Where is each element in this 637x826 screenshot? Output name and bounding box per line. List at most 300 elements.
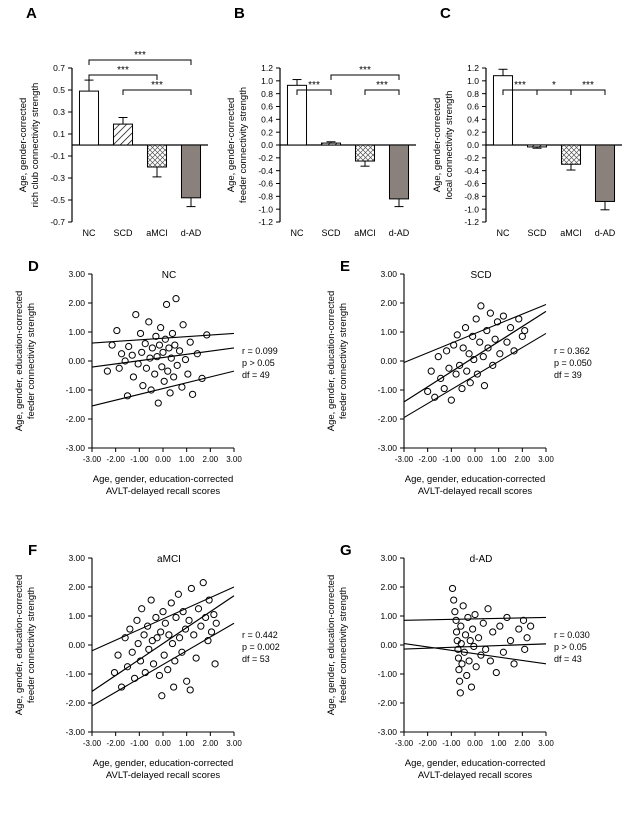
- scatter-point: [189, 391, 195, 397]
- scatter-point: [446, 365, 452, 371]
- scatter-point: [176, 635, 182, 641]
- scatter-point: [449, 585, 455, 591]
- x-tick-label: -2.00: [106, 455, 125, 464]
- scatter-point: [180, 322, 186, 328]
- scatter-point: [147, 355, 153, 361]
- panel-label-B: B: [234, 5, 245, 22]
- y-tick-label: 0.6: [467, 101, 479, 112]
- scatter-point: [464, 672, 470, 678]
- bar: [355, 145, 374, 161]
- bar: [493, 76, 512, 145]
- y-tick-label: -3.00: [65, 727, 85, 738]
- y-axis-title: Age, gender-corrected: [18, 97, 29, 193]
- scatter-point: [458, 623, 464, 629]
- regression-line: [92, 596, 234, 692]
- confidence-line-lower: [92, 623, 234, 706]
- y-tick-label: -0.2: [464, 153, 479, 164]
- scatter-point: [153, 614, 159, 620]
- scatter-point: [158, 325, 164, 331]
- scatter-point: [477, 339, 483, 345]
- x-axis-title: Age, gender, education-corrected: [92, 758, 234, 769]
- y-tick-label: 2.00: [68, 298, 85, 309]
- scatter-point: [185, 371, 191, 377]
- y-tick-label: 0.3: [53, 107, 65, 118]
- panel-title: aMCI: [157, 554, 181, 565]
- panel-C: [424, 0, 629, 250]
- y-axis-title: Age, gender, education-corrected: [14, 290, 25, 432]
- scatter-point: [166, 345, 172, 351]
- scatter-point: [141, 632, 147, 638]
- scatter-point: [193, 655, 199, 661]
- bar: [79, 91, 98, 145]
- scatter-point: [478, 303, 484, 309]
- chart-G: [318, 536, 633, 826]
- scatter-point: [171, 374, 177, 380]
- scatter-point: [135, 361, 141, 367]
- scatter-point: [483, 646, 489, 652]
- x-axis-title: AVLT-delayed recall scores: [417, 770, 533, 781]
- panel-B: [218, 0, 423, 250]
- scatter-point: [154, 635, 160, 641]
- scatter-point: [155, 400, 161, 406]
- scatter-point: [116, 365, 122, 371]
- scatter-point: [174, 362, 180, 368]
- scatter-point: [468, 684, 474, 690]
- scatter-point: [187, 339, 193, 345]
- x-tick-label: 2.00: [514, 739, 531, 748]
- x-tick-label: 0.00: [155, 455, 171, 464]
- y-tick-label: 3.00: [68, 269, 85, 280]
- chart-E: [318, 252, 633, 542]
- x-tick-label: 2.00: [202, 455, 219, 464]
- x-tick-label: d-AD: [594, 228, 616, 238]
- scatter-point: [453, 617, 459, 623]
- scatter-point: [473, 664, 479, 670]
- scatter-point: [129, 649, 135, 655]
- scatter-point: [493, 669, 499, 675]
- scatter-point: [516, 626, 522, 632]
- scatter-point: [150, 661, 156, 667]
- y-axis-title: feeder connectivity strength: [338, 302, 349, 420]
- scatter-point: [169, 330, 175, 336]
- bar: [113, 124, 132, 145]
- scatter-point: [146, 646, 152, 652]
- y-tick-label: -2.00: [377, 698, 397, 709]
- y-tick-label: -2.00: [65, 414, 85, 425]
- scatter-point: [171, 684, 177, 690]
- bar: [595, 145, 614, 201]
- y-tick-label: 1.00: [380, 611, 397, 622]
- scatter-point: [472, 611, 478, 617]
- scatter-point: [167, 390, 173, 396]
- significance-bracket: [571, 80, 605, 95]
- scatter-point: [200, 580, 206, 586]
- y-tick-label: 0.8: [261, 88, 273, 99]
- y-tick-label: 0.2: [261, 127, 273, 138]
- x-tick-label: -2.00: [106, 739, 125, 748]
- scatter-point: [146, 319, 152, 325]
- y-axis-title: feeder connectivity strength: [26, 302, 37, 420]
- scatter-point: [528, 623, 534, 629]
- y-tick-label: -0.2: [258, 153, 273, 164]
- stat-p: p > 0.05: [554, 641, 587, 652]
- x-tick-label: aMCI: [560, 228, 582, 238]
- scatter-point: [444, 348, 450, 354]
- y-tick-label: -0.8: [258, 191, 273, 202]
- scatter-point: [428, 368, 434, 374]
- scatter-point: [169, 640, 175, 646]
- x-axis-title: AVLT-delayed recall scores: [105, 770, 221, 781]
- y-tick-label: -1.00: [65, 669, 85, 680]
- scatter-point: [152, 371, 158, 377]
- x-tick-label: -3.00: [82, 455, 102, 464]
- significance-bracket: [89, 65, 157, 80]
- y-tick-label: 0.00: [68, 356, 85, 367]
- scatter-point: [139, 349, 145, 355]
- stat-df: df = 53: [242, 653, 270, 664]
- scatter-point: [115, 652, 121, 658]
- scatter-point: [507, 638, 513, 644]
- scatter-point: [198, 623, 204, 629]
- scatter-point: [166, 632, 172, 638]
- y-tick-label: 1.2: [467, 63, 479, 74]
- significance-bracket: [331, 65, 399, 80]
- x-tick-label: 2.00: [202, 739, 219, 748]
- x-tick-label: SCD: [527, 228, 547, 238]
- scatter-point: [466, 658, 472, 664]
- y-tick-label: 2.00: [380, 298, 397, 309]
- scatter-point: [160, 349, 166, 355]
- scatter-point: [161, 652, 167, 658]
- scatter-point: [480, 354, 486, 360]
- scatter-point: [161, 378, 167, 384]
- scatter-point: [522, 646, 528, 652]
- x-tick-label: -3.00: [394, 455, 414, 464]
- x-tick-label: NC: [496, 228, 510, 238]
- significance-stars: ***: [514, 80, 526, 91]
- significance-stars: *: [552, 80, 556, 91]
- x-tick-label: 3.00: [226, 739, 242, 748]
- y-tick-label: 1.00: [68, 327, 85, 338]
- x-axis-title: Age, gender, education-corrected: [92, 474, 234, 485]
- y-tick-label: -0.6: [464, 178, 479, 189]
- scatter-point: [452, 609, 458, 615]
- scatter-point: [475, 635, 481, 641]
- panel-title: NC: [161, 270, 177, 281]
- x-tick-label: NC: [290, 228, 304, 238]
- panel-label-G: G: [340, 542, 352, 559]
- significance-stars: ***: [308, 80, 320, 91]
- scatter-point: [182, 356, 188, 362]
- scatter-point: [135, 640, 141, 646]
- chart-B: [218, 0, 423, 250]
- y-axis-title: Age, gender, education-corrected: [326, 574, 337, 716]
- significance-stars: ***: [151, 80, 163, 91]
- panel-label-E: E: [340, 258, 351, 275]
- y-axis-title: rich club connectivity strength: [30, 82, 41, 208]
- scatter-point: [448, 397, 454, 403]
- scatter-point: [455, 655, 461, 661]
- scatter-point: [211, 611, 217, 617]
- y-tick-label: -2.00: [377, 414, 397, 425]
- chart-F: [6, 536, 321, 826]
- bar: [561, 145, 580, 164]
- significance-bracket: [123, 80, 191, 95]
- y-axis-title: Age, gender-corrected: [226, 97, 237, 193]
- x-tick-label: -1.00: [442, 739, 461, 748]
- stat-p: p = 0.050: [554, 357, 592, 368]
- x-tick-label: NC: [82, 228, 96, 238]
- stat-p: p = 0.002: [242, 641, 280, 652]
- scatter-point: [191, 632, 197, 638]
- y-tick-label: 0.0: [467, 140, 479, 151]
- x-tick-label: -1.00: [442, 455, 461, 464]
- significance-stars: ***: [376, 80, 388, 91]
- bar: [527, 145, 546, 147]
- y-tick-label: -1.00: [65, 385, 85, 396]
- scatter-point: [524, 635, 530, 641]
- scatter-point: [139, 606, 145, 612]
- x-tick-label: aMCI: [354, 228, 376, 238]
- scatter-point: [425, 388, 431, 394]
- scatter-point: [507, 325, 513, 331]
- x-tick-label: 0.00: [467, 739, 483, 748]
- y-tick-label: -3.00: [377, 727, 397, 738]
- scatter-point: [487, 310, 493, 316]
- scatter-point: [462, 632, 468, 638]
- scatter-point: [457, 678, 463, 684]
- scatter-point: [165, 667, 171, 673]
- scatter-point: [184, 678, 190, 684]
- stat-df: df = 39: [554, 369, 582, 380]
- y-tick-label: -0.4: [258, 165, 273, 176]
- scatter-point: [104, 368, 110, 374]
- scatter-point: [140, 383, 146, 389]
- y-tick-label: 0.8: [467, 88, 479, 99]
- x-tick-label: SCD: [321, 228, 341, 238]
- stat-r: r = 0.442: [242, 629, 278, 640]
- scatter-point: [208, 629, 214, 635]
- y-tick-label: -3.00: [65, 443, 85, 454]
- y-axis-title: Age, gender, education-corrected: [14, 574, 25, 716]
- panel-label-C: C: [440, 5, 451, 22]
- scatter-point: [480, 620, 486, 626]
- scatter-point: [441, 385, 447, 391]
- scatter-point: [162, 620, 168, 626]
- y-tick-label: 1.0: [261, 76, 273, 87]
- scatter-point: [519, 333, 525, 339]
- scatter-point: [134, 617, 140, 623]
- scatter-point: [127, 626, 133, 632]
- bar: [147, 145, 166, 167]
- y-tick-label: 3.00: [380, 269, 397, 280]
- scatter-point: [118, 351, 124, 357]
- y-tick-label: -0.3: [50, 173, 65, 184]
- scatter-point: [453, 371, 459, 377]
- scatter-point: [165, 368, 171, 374]
- scatter-point: [481, 383, 487, 389]
- scatter-point: [126, 343, 132, 349]
- y-tick-label: -0.6: [258, 178, 273, 189]
- scatter-point: [172, 658, 178, 664]
- x-tick-label: -2.00: [418, 455, 437, 464]
- stat-p: p > 0.05: [242, 357, 275, 368]
- significance-bracket: [89, 50, 191, 65]
- y-tick-label: -1.0: [464, 204, 479, 215]
- x-tick-label: -2.00: [418, 739, 437, 748]
- scatter-point: [467, 638, 473, 644]
- scatter-point: [451, 597, 457, 603]
- stat-df: df = 49: [242, 369, 270, 380]
- y-tick-label: -0.8: [464, 191, 479, 202]
- scatter-point: [466, 351, 472, 357]
- y-tick-label: -0.7: [50, 217, 65, 228]
- confidence-line-upper: [92, 587, 234, 651]
- y-tick-label: 2.00: [68, 582, 85, 593]
- scatter-point: [465, 614, 471, 620]
- scatter-point: [212, 661, 218, 667]
- x-tick-label: d-AD: [180, 228, 202, 238]
- scatter-point: [462, 325, 468, 331]
- stat-r: r = 0.099: [242, 345, 278, 356]
- x-axis-title: Age, gender, education-corrected: [404, 758, 546, 769]
- scatter-point: [500, 313, 506, 319]
- x-tick-label: 3.00: [538, 455, 554, 464]
- scatter-point: [504, 614, 510, 620]
- scatter-point: [173, 296, 179, 302]
- scatter-point: [179, 384, 185, 390]
- x-tick-label: 0.00: [155, 739, 171, 748]
- scatter-point: [124, 664, 130, 670]
- significance-stars: ***: [117, 65, 129, 76]
- x-axis-title: AVLT-delayed recall scores: [105, 486, 221, 497]
- scatter-point: [133, 312, 139, 318]
- x-tick-label: aMCI: [146, 228, 168, 238]
- panel-title: SCD: [470, 270, 492, 281]
- scatter-point: [464, 368, 470, 374]
- scatter-point: [497, 351, 503, 357]
- significance-bracket: [365, 80, 399, 95]
- y-tick-label: 0.0: [261, 140, 273, 151]
- y-tick-label: 0.7: [53, 63, 65, 74]
- scatter-point: [453, 629, 459, 635]
- y-tick-label: 0.00: [380, 640, 397, 651]
- scatter-point: [457, 690, 463, 696]
- y-tick-label: 1.00: [380, 327, 397, 338]
- bar: [389, 145, 408, 199]
- scatter-point: [451, 342, 457, 348]
- stat-r: r = 0.030: [554, 629, 590, 640]
- y-tick-label: -0.5: [50, 195, 65, 206]
- y-tick-label: 1.0: [467, 76, 479, 87]
- significance-stars: ***: [359, 65, 371, 76]
- scatter-point: [175, 591, 181, 597]
- y-tick-label: 3.00: [68, 553, 85, 564]
- y-axis-title: feeder connectivity strength: [26, 586, 37, 704]
- y-tick-label: 0.5: [53, 85, 65, 96]
- scatter-point: [168, 600, 174, 606]
- scatter-point: [129, 352, 135, 358]
- scatter-point: [511, 661, 517, 667]
- panel-A: [10, 0, 215, 250]
- x-tick-label: -3.00: [82, 739, 102, 748]
- scatter-point: [213, 620, 219, 626]
- x-tick-label: 3.00: [226, 455, 242, 464]
- panel-F: [6, 536, 321, 826]
- scatter-point: [124, 393, 130, 399]
- panel-E: [318, 252, 633, 542]
- scatter-point: [172, 342, 178, 348]
- panel-D: [6, 252, 321, 542]
- scatter-point: [470, 626, 476, 632]
- y-axis-title: Age, gender-corrected: [432, 97, 443, 193]
- x-axis-title: AVLT-delayed recall scores: [417, 486, 533, 497]
- scatter-point: [516, 316, 522, 322]
- y-tick-label: 0.00: [68, 640, 85, 651]
- scatter-point: [460, 603, 466, 609]
- significance-stars: ***: [134, 50, 146, 61]
- y-axis-title: Age, gender, education-corrected: [326, 290, 337, 432]
- x-tick-label: 3.00: [538, 739, 554, 748]
- y-tick-label: 1.00: [68, 611, 85, 622]
- scatter-point: [158, 629, 164, 635]
- y-tick-label: 0.6: [261, 101, 273, 112]
- x-tick-label: 1.00: [178, 739, 195, 748]
- scatter-point: [156, 342, 162, 348]
- stat-r: r = 0.362: [554, 345, 590, 356]
- scatter-point: [487, 658, 493, 664]
- x-tick-label: -3.00: [394, 739, 414, 748]
- y-tick-label: -0.1: [50, 151, 65, 162]
- panel-G: [318, 536, 633, 826]
- scatter-point: [159, 364, 165, 370]
- scatter-point: [187, 687, 193, 693]
- y-tick-label: 1.2: [261, 63, 273, 74]
- x-tick-label: 2.00: [514, 455, 531, 464]
- y-tick-label: 3.00: [380, 553, 397, 564]
- scatter-point: [456, 667, 462, 673]
- scatter-point: [454, 332, 460, 338]
- scatter-point: [195, 606, 201, 612]
- y-tick-label: 0.2: [467, 127, 479, 138]
- scatter-point: [188, 585, 194, 591]
- y-tick-label: -3.00: [377, 443, 397, 454]
- significance-stars: ***: [582, 80, 594, 91]
- scatter-point: [137, 330, 143, 336]
- panel-label-A: A: [26, 5, 37, 22]
- scatter-point: [114, 327, 120, 333]
- x-axis-title: Age, gender, education-corrected: [404, 474, 546, 485]
- x-tick-label: 1.00: [490, 455, 507, 464]
- scatter-point: [485, 606, 491, 612]
- x-tick-label: d-AD: [388, 228, 410, 238]
- stat-df: df = 43: [554, 653, 582, 664]
- confidence-line-lower: [92, 371, 234, 406]
- y-tick-label: 0.4: [467, 114, 479, 125]
- scatter-point: [148, 387, 154, 393]
- x-tick-label: 1.00: [490, 739, 507, 748]
- y-tick-label: 0.00: [380, 356, 397, 367]
- scatter-point: [504, 339, 510, 345]
- scatter-point: [490, 629, 496, 635]
- y-tick-label: 0.1: [53, 129, 65, 140]
- scatter-point: [109, 342, 115, 348]
- panel-title: d-AD: [469, 554, 493, 565]
- y-tick-label: -1.2: [464, 217, 479, 228]
- scatter-point: [156, 672, 162, 678]
- y-tick-label: -1.00: [377, 669, 397, 680]
- scatter-point: [149, 345, 155, 351]
